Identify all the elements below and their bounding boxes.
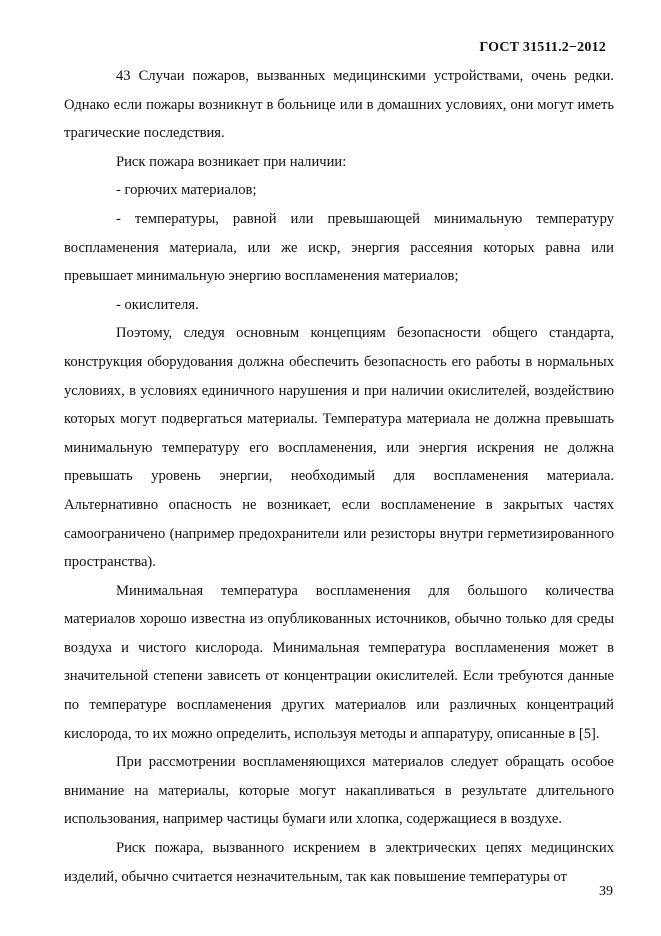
paragraph-sparking-risk: Риск пожара, вызванного искрением в электрических цепях медицинских изделий, обычно считается незначительным, так как повышение температуры от	[64, 840, 614, 885]
page-header-standard: ГОСТ 31511.2−2012	[479, 40, 606, 55]
list-item-oxidizer: - окислителя.	[116, 296, 199, 313]
paragraph-accumulated-materials: При рассмотрении воспламеняющихся материалов следует обращать особое внимание на материалы, которые могут накапливаться в результате длительного использования, например частицы бумаги или хлопка, содержащиеся в воздухе.	[64, 754, 614, 828]
paragraph-safety-concepts: Поэтому, следуя основным концепциям безопасности общего стандарта, конструкция оборудования должна обеспечить безопасность его работы в нормальных условиях, в условиях единичного нарушения и при наличии окислителей, воздействию которых могут подвергаться материалы. Температура материала не должна превышать минимальную температуру его воспламенения, или энергия искрения не должна превышать уровень энергии, необходимый для воспламенения материала. Альтернативно опасность не возникает, если воспламенение в закрытых частях самоограничено (например предохранители или резисторы внутри герметизированного пространства).	[64, 325, 614, 571]
page-number: 39	[599, 884, 613, 899]
list-item-combustible: - горючих материалов;	[116, 182, 257, 199]
paragraph-ignition-temperature: Минимальная температура воспламенения для большого количества материалов хорошо известна из опубликованных источников, обычно только для среды воздуха и чистого кислорода. Минимальная температура воспламенения может в значительной степени зависеть от концентрации окислителей. Если требуются данные по температуре воспламенения других материалов или различных концентраций кислорода, то их можно определить, используя методы и аппаратуру, описанные в [5].	[64, 582, 614, 742]
list-item-temperature: - температуры, равной или превышающей минимальную температуру воспламенения материала, или же искр, энергия рассеяния которых равна или превышает минимальную энергию воспламенения материалов;	[64, 210, 614, 285]
paragraph-fire-risk-intro: Риск пожара возникает при наличии:	[116, 153, 347, 170]
paragraph-fire-cases: 43 Случаи пожаров, вызванных медицинскими устройствами, очень редки. Однако если пожары возникнут в больнице или в домашних условиях, они могут иметь трагические последствия.	[64, 68, 614, 142]
document-body	[64, 62, 614, 891]
